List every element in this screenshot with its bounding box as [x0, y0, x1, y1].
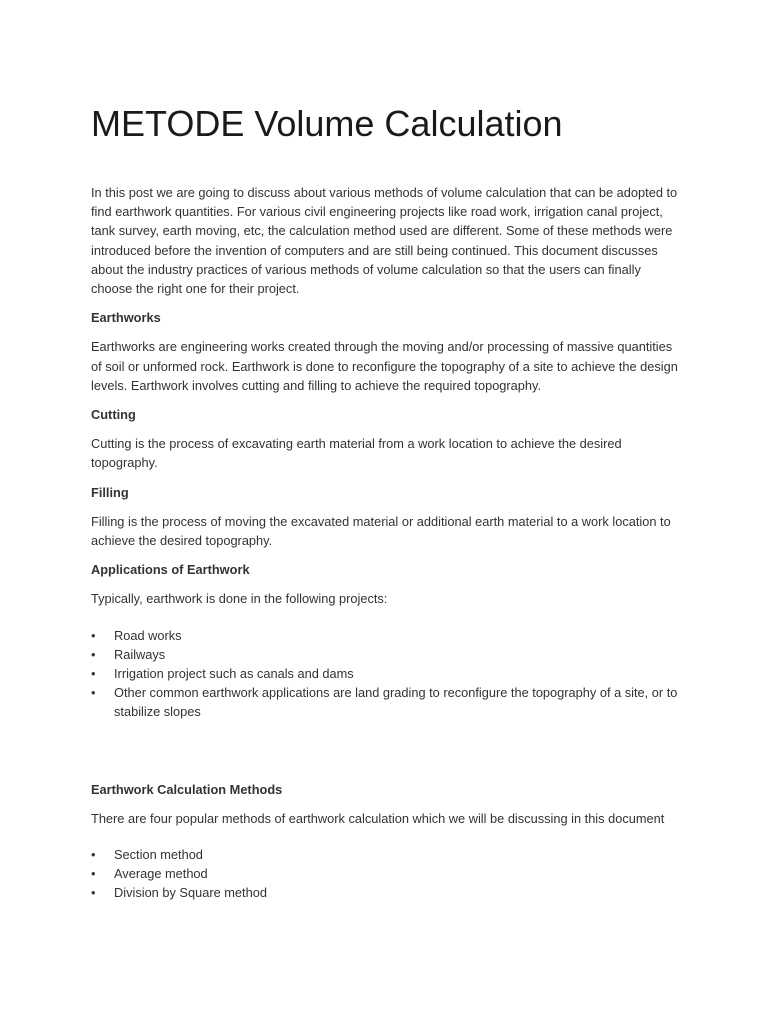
- applications-list: [91, 626, 678, 722]
- bullet-icon: •: [91, 646, 96, 662]
- bullet-icon: •: [91, 666, 96, 682]
- bullet-icon: •: [91, 847, 96, 863]
- list-item: [91, 883, 678, 902]
- earthworks-paragraph: Earthworks are engineering works created through the moving and/or processing of massive quantities of soil or unformed rock. Earthwork is done to reconfigure the topography of a site to achieve the design levels. Earthwork involves cutting and filling to achieve the required topography.: [91, 339, 678, 393]
- section-heading-cutting: Cutting: [91, 407, 136, 423]
- list-item: [91, 626, 678, 645]
- section-heading-methods: Earthwork Calculation Methods: [91, 781, 283, 797]
- list-item: [91, 845, 678, 864]
- list-item-text: Other common earthwork applications are land grading to reconfigure the topography of a site, or to stabilize slopes: [114, 685, 678, 720]
- methods-list: [91, 845, 678, 903]
- list-item: [91, 864, 678, 883]
- cutting-paragraph: Cutting is the process of excavating earth material from a work location to achieve the desired topography.: [91, 436, 622, 471]
- list-item-text: Irrigation project such as canals and dams: [114, 666, 354, 682]
- bullet-icon: •: [91, 627, 96, 643]
- list-item: [91, 664, 678, 683]
- list-item-text: Road works: [114, 627, 182, 643]
- page-title: METODE Volume Calculation: [91, 103, 563, 144]
- list-item-text: Division by Square method: [114, 885, 267, 901]
- list-item: [91, 683, 678, 721]
- bullet-icon: •: [91, 685, 96, 701]
- list-item-text: Average method: [114, 866, 208, 882]
- list-item-text: Railways: [114, 646, 166, 662]
- applications-paragraph: Typically, earthwork is done in the following projects:: [91, 591, 388, 607]
- bullet-icon: •: [91, 885, 96, 901]
- bullet-icon: •: [91, 866, 96, 882]
- list-item-text: Section method: [114, 847, 203, 863]
- section-heading-earthworks: Earthworks: [91, 310, 161, 326]
- filling-paragraph: Filling is the process of moving the excavated material or additional earth material to a work location to achieve the desired topography.: [91, 513, 671, 549]
- intro-paragraph: In this post we are going to discuss about various methods of volume calculation that can be adopted to find earthwork quantities. For various civil engineering projects like road work, irrigation canal project, tank survey, earth moving, etc, the calculation method used are different. Some of these methods were introduced before the invention of computers and are still being continued. This document discusses about the industry practices of various methods of volume calculation so that the users can finally choose the right one for their project.: [91, 185, 678, 297]
- section-heading-applications: Applications of Earthwork: [91, 562, 250, 578]
- list-item: [91, 645, 678, 664]
- section-heading-filling: Filling: [91, 484, 129, 500]
- methods-paragraph: There are four popular methods of earthwork calculation which we will be discussing in this document: [91, 810, 665, 826]
